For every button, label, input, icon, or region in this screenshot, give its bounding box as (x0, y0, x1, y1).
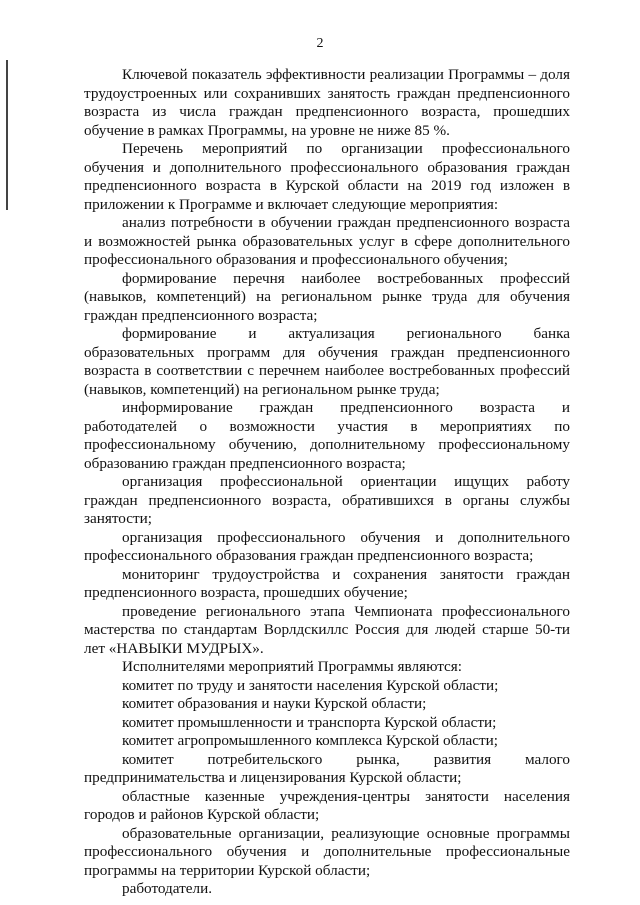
document-body (84, 66, 570, 899)
list-item: работодатели. (122, 880, 213, 897)
list-item: комитет образования и науки Курской области; (122, 695, 427, 712)
paragraph: Перечень мероприятий по организации профессионального обучения и дополнительного профессионального образования граждан предпенсионного возраста в Курской области на 2019 год изложен в приложении к Программе и включает следующие мероприятия: (84, 140, 570, 213)
paragraph: организация профессионального обучения и дополнительного профессионального образования граждан предпенсионного возраста; (84, 528, 570, 564)
list-item: образовательные организации, реализующие основные программы профессионального обучения и дополнительные профессиональные программы на территории Курской области; (84, 824, 570, 879)
paragraph: Исполнителями мероприятий Программы являются: (122, 658, 462, 675)
page-number: 2 (316, 36, 324, 51)
paragraph: Ключевой показатель эффективности реализации Программы – доля трудоустроенных или сохранивших занятость граждан предпенсионного возраста из числа граждан предпенсионного возраста, прошедших обучение в рамках Программы, на уровне не ниже 85 %. (84, 66, 570, 139)
list-item: областные казенные учреждения-центры занятости населения городов и районов Курской области; (84, 787, 570, 823)
list-item: комитет по труду и занятости населения Курской области; (122, 676, 499, 694)
scan-margin-mark (6, 60, 8, 210)
paragraph: организация профессиональной ориентации ищущих работу граждан предпенсионного возраста, обратившихся в органы службы занятости; (84, 473, 570, 527)
paragraph: мониторинг трудоустройства и сохранения занятости граждан предпенсионного возраста, прошедших обучение; (84, 565, 570, 601)
list-item: комитет агропромышленного комплекса Курской области; (122, 732, 499, 749)
paragraph: анализ потребности в обучении граждан предпенсионного возраста и возможностей рынка образовательных услуг в сфере дополнительного профессионального образования и профессионального обучения; (84, 214, 570, 268)
paragraph: формирование и актуализация регионального банка образовательных программ для обучения граждан предпенсионного возраста в соответствии с перечнем наиболее востребованных профессий (навыков, компетенций) на региональном рынке труда; (84, 325, 570, 398)
list-item: комитет потребительского рынка, развития малого предпринимательства и лицензирования Курской области; (84, 750, 570, 786)
list-item: комитет промышленности и транспорта Курской области; (122, 713, 497, 731)
paragraph: проведение регионального этапа Чемпионата профессионального мастерства по стандартам Ворлдскиллс Россия для людей старше 50-ти лет «НАВЫКИ МУДРЫХ». (84, 602, 570, 657)
paragraph: формирование перечня наиболее востребованных профессий (навыков, компетенций) на региональном рынке труда для обучения граждан предпенсионного возраста; (84, 269, 570, 324)
paragraph: информирование граждан предпенсионного возраста и работодателей о возможности участия в мероприятиях по профессиональному обучению, дополнительному профессиональному образованию граждан предпенсионного возраста; (84, 399, 570, 472)
